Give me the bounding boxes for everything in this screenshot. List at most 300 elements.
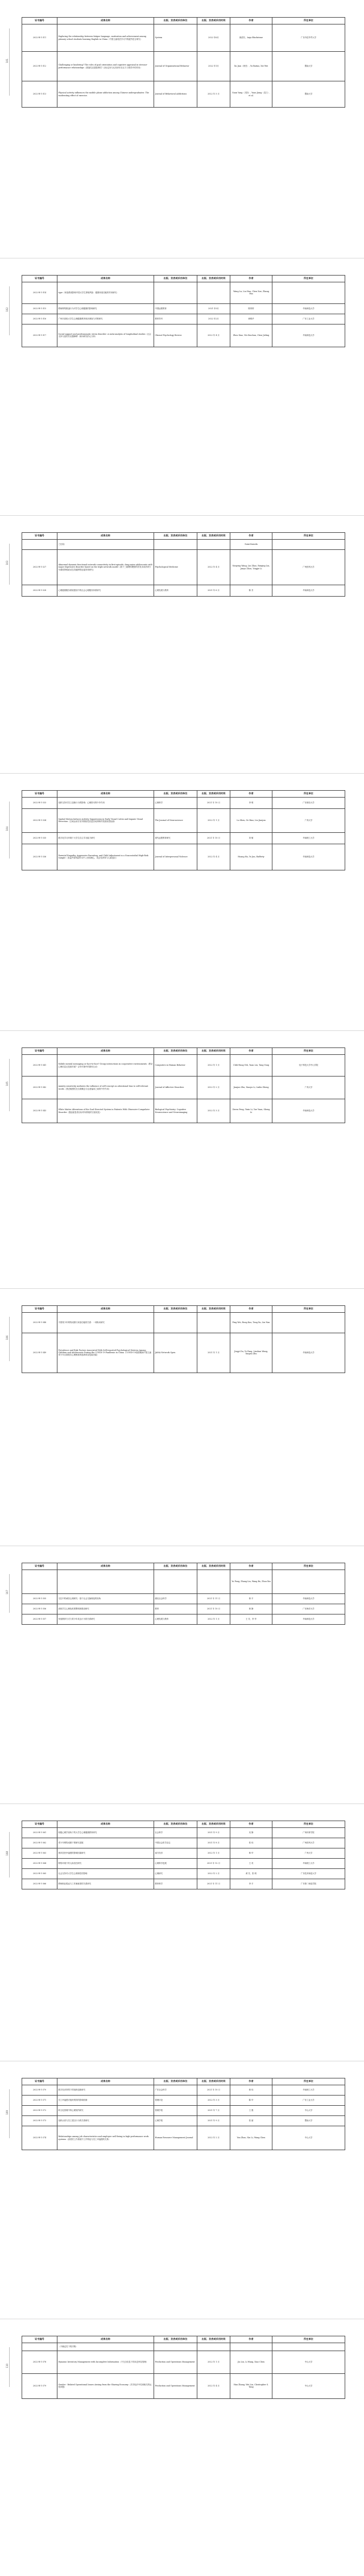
column-header: 出版、发表或采用单位 [154, 2336, 197, 2343]
results-table [22, 790, 345, 870]
publisher-cell: 心理发展与教育 [154, 1614, 197, 1625]
affiliation-cell: 华南理工大学 [272, 1858, 345, 1868]
column-header: 出版、发表或采用单位 [154, 275, 197, 282]
title-cell: Parental Empathy, Aggressive Parenting, and Child Adjustment in a Noncustodial High-Risk Sample（非监护高风险样本中父母同理心、攻击性养育与儿童适应） [57, 844, 154, 870]
date-cell: 2022 年 4 月 [197, 844, 230, 870]
author-cell: Han Zhang, Wei Liu, Christopher S. Tang [230, 2373, 272, 2398]
title-cell: 积极心理学视角下的大学生心理健康教育研究 [57, 1827, 154, 1838]
author-cell: Sumi Kasuda [230, 540, 272, 550]
title-cell: 组织认同与员工建言行为的关系研究 [57, 2116, 154, 2126]
date-cell [197, 282, 230, 303]
date-cell [197, 1312, 230, 1333]
affiliation-cell: 广东工业大学 [272, 2096, 345, 2106]
title-cell: 数字经济背景下的组织创新研究 [57, 2085, 154, 2096]
date-cell: 2021 年9月 [197, 303, 230, 314]
results-table [22, 2078, 345, 2150]
author-cell: Jia Liu, Li Wang, Xiao Chen [230, 2351, 272, 2373]
column-header: 出版、发表或采用单位 [154, 18, 197, 24]
page-number: 102 [6, 307, 9, 312]
date-cell: 2021 年 10 月 [197, 2085, 230, 2096]
title-cell: Dynamic Inventory Management with Incomplete Information（不完全信息下的动态库存管理） [57, 2351, 154, 2373]
author-cell: 黄明华 [230, 314, 272, 324]
author-cell: 林 静 [230, 1604, 272, 1614]
date-cell: 2021 年 10 月 [197, 797, 230, 808]
publisher-cell: Production and Operations Management [154, 2373, 197, 2398]
table-row [22, 324, 345, 347]
column-header: 出版、发表或采用时间 [197, 2336, 230, 2343]
publisher-cell: Journal of Interpersonal Violence [154, 844, 197, 870]
column-header: 出版、发表或采用单位 [154, 533, 197, 540]
page-number: 105 [6, 1082, 9, 1086]
table-row [22, 81, 345, 108]
table-row [22, 1827, 345, 1838]
column-header: 成果名称 [57, 533, 154, 540]
date-cell: 2021 年 12 月 [197, 1858, 230, 1868]
table-row [22, 2085, 345, 2096]
cert-number-cell: 2022-R-1-328 [22, 585, 57, 597]
column-header: 出版、发表或采用时间 [197, 1048, 230, 1055]
affiliation-cell: 广东工业大学 [272, 314, 345, 324]
affiliation-cell: 华南师范大学 [272, 324, 345, 347]
column-header: 所在单位 [272, 1821, 345, 1827]
column-header: 作者 [230, 18, 272, 24]
author-cell: 王 强 [230, 2106, 272, 2116]
column-header: 所在单位 [272, 1563, 345, 1570]
publisher-cell: 社会科学 [154, 1827, 197, 1838]
column-header: 作者 [230, 1563, 272, 1570]
author-cell: Nanying Wang, Lin Zhao, Ruiqing Liu, Junyu Zhou, Yingjie Li [230, 550, 272, 585]
author-cell: 陈 华 [230, 2096, 272, 2106]
affiliation-cell: 华南师范大学 [272, 585, 345, 597]
cert-number-cell: 2022-R-1-363 [22, 1848, 57, 1858]
cert-number-cell: 2022-R-1-366 [22, 1879, 57, 1889]
column-header: 证书编号 [22, 18, 57, 24]
header-row [22, 2078, 345, 2085]
header-row [22, 1821, 345, 1827]
publisher-cell: Psychological Medicine [154, 550, 197, 585]
title-cell: 跨文化管理中的心理契约研究 [57, 2106, 154, 2116]
cert-number-cell: 2022-R-1-371 [22, 2096, 57, 2106]
affiliation-cell: 广东海洋大学 [272, 1604, 345, 1614]
author-cell: 陈 芳 [230, 585, 272, 597]
author-cell: Ziwen Peng, Yixin Li, Yue Yuan, Sheng Li [230, 1099, 272, 1123]
date-cell [197, 1570, 230, 1594]
author-cell: 林 伟 [230, 2085, 272, 2096]
title-cell: 网络环境下的人际信任研究 [57, 1858, 154, 1868]
cert-number-cell: 2022-R-1-373 [22, 2116, 57, 2126]
author-cell: 吴 静 [230, 1827, 272, 1838]
cert-number-cell: 2022-R-1-362 [22, 1838, 57, 1848]
page-number: 104 [6, 826, 9, 831]
date-cell: 2021 年 1 月 [197, 1333, 230, 1373]
cert-number-cell: 2022-R-1-334 [22, 808, 57, 832]
author-cell: 王 英 [230, 1858, 272, 1868]
table-row [22, 1077, 345, 1099]
cert-number-cell: 2022-R-1-336 [22, 844, 57, 870]
title-cell: 中国青少年网络成瘾与家庭功能的关系：一项纵向研究 [57, 1312, 154, 1333]
title-cell: 高校学生心理危机预警机制建设研究 [57, 1604, 154, 1614]
results-table [22, 532, 345, 597]
cert-number-cell: 2022-R-1-341 [22, 1055, 57, 1077]
affiliation-cell: 电子科技大学中山学院 [272, 1055, 345, 1077]
publisher-cell: 教育科学 [154, 1879, 197, 1889]
affiliation-cell [272, 2343, 345, 2351]
author-cell: Jingyi Du, Ye Fang, Linshan Wang, Yanyan Zhu [230, 1333, 272, 1373]
cert-number-cell: 2022-R-1-349 [22, 1333, 57, 1373]
title-cell: 青少年网络成瘾干预研究进展 [57, 1838, 154, 1848]
title-cell: Physical activity influences the mobile phone addiction among Chinese undergraduates: The moderating effect of exercise. [57, 81, 154, 108]
cert-number-cell: 2022-R-1-370 [22, 2085, 57, 2096]
publisher-cell: 中国远程教育 [154, 303, 197, 314]
affiliation-cell: 广州体育学院 [272, 1827, 345, 1838]
date-cell: 2022 年1月 [197, 52, 230, 81]
column-header: 证书编号 [22, 1048, 57, 1055]
header-row [22, 1563, 345, 1570]
cert-number-cell: 2022-R-1-364 [22, 1858, 57, 1868]
affiliation-cell: 广东外语外贸大学 [272, 24, 345, 52]
date-cell: 2022 年 3 月 [197, 2096, 230, 2106]
column-header: 出版、发表或采用时间 [197, 1821, 230, 1827]
table-row [22, 2126, 345, 2150]
publisher-cell: 心理发展与教育 [154, 585, 197, 597]
column-header: 出版、发表或采用时间 [197, 275, 230, 282]
date-cell [197, 540, 230, 550]
affiliation-cell: 中山大学 [272, 2351, 345, 2373]
date-cell: 2022 年 1 月 [197, 2351, 230, 2373]
page-number: 109 [6, 2110, 9, 2115]
column-header: 出版、发表或采用时间 [197, 790, 230, 797]
table-row [22, 1858, 345, 1868]
table-row [22, 550, 345, 585]
title-cell: Anxiety sensitivity mediates the influence of self-concept on attentional bias to self-relevant words（焦虑敏感性在自我概念与注意偏向之间的中介作用） [57, 1077, 154, 1099]
column-header: 成果名称 [57, 1821, 154, 1827]
publisher-cell [154, 2343, 197, 2351]
author-cell: 李 明 [230, 797, 272, 808]
page-divider [0, 1030, 364, 1031]
title-cell: Gender - Related Operational Issues Arising from the Sharing Economy（共享经济中性别相关的运营问题） [57, 2373, 154, 2398]
table-row [22, 1099, 345, 1123]
publisher-cell: Journal of Affective Disorders [154, 1077, 197, 1099]
cert-number-cell: 2022-R-1-314 [22, 282, 57, 303]
cert-number-cell: 2022-R-1-312 [22, 52, 57, 81]
date-cell: 2021 年 11 月 [197, 1594, 230, 1604]
cert-number-cell: 2022-R-1-356 [22, 1604, 57, 1614]
publisher-cell [154, 1312, 197, 1333]
table-row [22, 1055, 345, 1077]
publisher-cell: 现代远程教育研究 [154, 832, 197, 844]
author-cell: Guan Yang（关阳）, Yuan Jiang（袁江）, et al. [230, 81, 272, 108]
publisher-cell: 中国社会医学杂志 [154, 1838, 197, 1848]
affiliation-cell: 华南师范大学 [272, 1614, 345, 1625]
column-header: 证书编号 [22, 790, 57, 797]
publisher-cell: 湖北社会科学 [154, 1594, 197, 1604]
title-cell: Prevalence and Risk Factors Associated With Self-reported Psychological Distress Among Children and Adolescents During the COVID-19 Pandemic in China（COVID-19疫情期间中国儿童青少年自我报告心理困扰的患病率及危险因素） [57, 1333, 154, 1373]
cert-number-cell: 2022-R-1-355 [22, 1594, 57, 1604]
date-cell: 2022 年 4 月 [197, 324, 230, 347]
results-table [22, 275, 345, 347]
column-header: 证书编号 [22, 1821, 57, 1827]
title-cell: 教师职业倦怠与工作满意度的关系研究 [57, 1879, 154, 1889]
publisher-cell: Clinical Psychology Review [154, 324, 197, 347]
results-table [22, 1047, 345, 1123]
title-cell: 广州市高校大学生心理健康教育现状调查与对策研究 [57, 314, 154, 324]
title-cell [57, 1570, 154, 1594]
affiliation-cell: 华南师范大学 [272, 1099, 345, 1123]
cert-number-cell: 2022-R-1-361 [22, 1827, 57, 1838]
date-cell: 2021 年 9 月 [197, 1827, 230, 1838]
results-table [22, 1305, 345, 1373]
cert-number-cell: 2022-R-1-374 [22, 2126, 57, 2150]
publisher-cell: Biological Psychiatry: Cognitive Neuroscience and Neuroimaging [154, 1099, 197, 1123]
column-header: 所在单位 [272, 790, 345, 797]
title-cell: 数字化学习环境下大学生自主学习能力研究 [57, 832, 154, 844]
publisher-cell: 教育导刊 [154, 314, 197, 324]
author-cell: 张 丽 [230, 2116, 272, 2126]
affiliation-cell: 华南师范大学 [272, 844, 345, 870]
date-cell: 2022 年 2 月 [197, 1868, 230, 1879]
author-cell: Wang Lu, Liu Hua, Chen Xue, Zhang Fan [230, 282, 272, 303]
title-cell: （不确定性下的决策） [57, 2343, 154, 2351]
column-header: 证书编号 [22, 533, 57, 540]
title-cell: Exploring the relationship between fatigue language, motivation and achievement among primary school students learning English in China（中国儿童英语学习中的疲劳语言研究） [57, 24, 154, 52]
table-row [22, 2351, 345, 2373]
cert-number-cell: 2022-R-1-378 [22, 2351, 57, 2373]
author-cell: Yu Fang, Zhang Lin, Wang Bo, Zhou Xin [230, 1570, 272, 1594]
publisher-cell: 心理科学进展 [154, 1858, 197, 1868]
publisher-cell [154, 540, 197, 550]
column-header: 作者 [230, 790, 272, 797]
affiliation-cell [272, 282, 345, 303]
column-header: 成果名称 [57, 790, 154, 797]
header-row [22, 275, 345, 282]
author-cell: 张 伟 [230, 1838, 272, 1848]
publisher-cell: Journal of Organizational Behavior [154, 52, 197, 81]
table-row [22, 1848, 345, 1858]
title-cell: 社会支持对大学生心理韧性的影响 [57, 1868, 154, 1879]
publisher-cell: Human Resource Management Journal [154, 2126, 197, 2150]
cert-number-cell: 2022-R-1-313 [22, 81, 57, 108]
affiliation-cell: 广州医科大学 [272, 550, 345, 585]
cert-number-cell: 2022-R-1-343 [22, 1099, 57, 1123]
date-cell: 2022 年 1 月 [197, 808, 230, 832]
affiliation-cell: 广州大学 [272, 808, 345, 832]
cert-number-cell: 2022-R-1-327 [22, 550, 57, 585]
header-row [22, 1048, 345, 1055]
page-number: 107 [6, 1590, 9, 1595]
affiliation-cell: 广东第二师范学院 [272, 1879, 345, 1889]
column-header: 成果名称 [57, 1305, 154, 1312]
column-header: 所在单位 [272, 533, 345, 540]
affiliation-cell [272, 1312, 345, 1333]
title-cell: 员工幸福感对组织绩效的影响机制 [57, 2096, 154, 2106]
table-row [22, 1604, 345, 1614]
date-cell: 2022 年 1 月 [197, 1848, 230, 1858]
column-header: 出版、发表或采用单位 [154, 1305, 197, 1312]
cert-number-cell: 2022-R-1-311 [22, 24, 57, 52]
column-header: 成果名称 [57, 2078, 154, 2085]
affiliation-cell: 暨南大学 [272, 52, 345, 81]
column-header: 成果名称 [57, 1048, 154, 1055]
affiliation-cell: 华南理工大学 [272, 2085, 345, 2096]
author-cell: 林 华 [230, 1848, 272, 1858]
table-row [22, 2116, 345, 2126]
date-cell: 2022 年6月 [197, 24, 230, 52]
title-cell: 家庭教养方式与青少年攻击行为的关系研究 [57, 1614, 154, 1625]
title-cell: Challenging or hindering? The roles of goal orientation and cognitive appraisal in stressor-performance relationships（挑战性还是阻碍性？目标定向与认知评价在压力与绩效中的作用） [57, 52, 154, 81]
cert-number-cell: 2022-R-1-357 [22, 1614, 57, 1625]
page-number: 110 [6, 2363, 9, 2368]
date-cell [197, 2343, 230, 2351]
column-header: 证书编号 [22, 1305, 57, 1312]
publisher-cell: The Journal of Neuroscience [154, 808, 197, 832]
date-cell: 2022 年 2 月 [197, 2126, 230, 2150]
affiliation-cell: 中山大学 [272, 2126, 345, 2150]
affiliation-cell [272, 540, 345, 550]
publisher-cell: 管理学报 [154, 2106, 197, 2116]
title-cell: Relationships among job characteristics and employee well-being in high-performance work systems（高绩效工作系统中工作特征与员工幸福感的关系） [57, 2126, 154, 2150]
table-row [22, 2106, 345, 2116]
column-header: 出版、发表或采用单位 [154, 1048, 197, 1055]
table-row [22, 1312, 345, 1333]
author-cell [230, 2343, 272, 2351]
page-number: 103 [6, 561, 9, 565]
author-cell: 陈菲婷 [230, 303, 272, 314]
author-cell: 刘 敏 [230, 832, 272, 844]
date-cell: 2021 年 10 月 [197, 832, 230, 844]
affiliation-cell: 华南师范大学 [272, 1333, 345, 1373]
affiliation-cell: 中山大学 [272, 2106, 345, 2116]
publisher-cell: System [154, 24, 197, 52]
table-row [22, 1614, 345, 1625]
date-cell: 2022 年 3 月 [197, 1099, 230, 1123]
date-cell: 2022 年 5 月 [197, 81, 230, 108]
date-cell: 2022 年 1 月 [197, 1614, 230, 1625]
results-table [22, 2336, 345, 2399]
results-table [22, 17, 345, 108]
title-cell: 心理健康服务系统建设中的社会心理服务体系研究 [57, 585, 154, 597]
table-row [22, 24, 345, 52]
date-cell: 2022 年 2 月 [197, 1077, 230, 1099]
date-cell: 2021 年 11 月 [197, 1879, 230, 1889]
publisher-cell: 管理评论 [154, 2096, 197, 2106]
column-header: 作者 [230, 2078, 272, 2085]
table-row [22, 832, 345, 844]
column-header: 证书编号 [22, 1563, 57, 1570]
affiliation-cell: 广东技术师范大学 [272, 1868, 345, 1879]
date-cell: 2022 年 4 月 [197, 2373, 230, 2398]
page-divider [0, 1288, 364, 1289]
title-cell: 教师网络欺凌行为对学生心理健康的影响研究 [57, 303, 154, 314]
affiliation-cell: 广州大学 [272, 1848, 345, 1858]
page-number: 106 [6, 1335, 9, 1340]
page-divider [0, 515, 364, 516]
date-cell: 2021 年 8 月 [197, 1838, 230, 1848]
cert-number-cell: 2022-R-1-315 [22, 303, 57, 314]
publisher-cell: Journal of Behavioral Addictions [154, 81, 197, 108]
page-divider [0, 1803, 364, 1804]
column-header: 所在单位 [272, 275, 345, 282]
table-row [22, 844, 345, 870]
column-header: 所在单位 [272, 1048, 345, 1055]
publisher-cell: 广东社会科学 [154, 2085, 197, 2096]
cert-number-cell [22, 1570, 57, 1594]
column-header: 所在单位 [272, 1305, 345, 1312]
title-cell: Spatial Motion Induces Activity Suppression in Early Visual Cortex and Impairs Visual Detection（空间运动引发早期视觉皮层活动抑制并损害视觉检测） [57, 808, 154, 832]
date-cell: 2022 年 1 月 [197, 1055, 230, 1077]
publisher-cell [154, 282, 197, 303]
author-cell: 王 芳，李 华 [230, 1614, 272, 1625]
date-cell: 2021 年 9 月 [197, 2116, 230, 2126]
publisher-cell: JAMA Network Open [154, 1333, 197, 1373]
date-cell: 2022 年 4 月 [197, 550, 230, 585]
column-header: 作者 [230, 1305, 272, 1312]
author-cell: 薛清芬，Anja Blackstone [230, 24, 272, 52]
cert-number-cell [22, 540, 57, 550]
column-header: 作者 [230, 1048, 272, 1055]
cert-number-cell: 2022-R-1-342 [22, 1077, 57, 1099]
author-cell: 李 平 [230, 1879, 272, 1889]
affiliation-cell: 暨南大学 [272, 81, 345, 108]
title-cell: type（家庭系统影响中国大学生抑郁风险：健康家庭功能的作用研究） [57, 282, 154, 303]
publisher-cell: Computers in Human Behavior [154, 1055, 197, 1077]
table-row [22, 2343, 345, 2351]
page-number: 108 [6, 1851, 9, 1856]
column-header: 所在单位 [272, 18, 345, 24]
results-table [22, 1563, 345, 1625]
publisher-cell: 心理研究 [154, 1868, 197, 1879]
author-cell: 黄 芳，张 明 [230, 1868, 272, 1879]
cert-number-cell: 2022-R-1-372 [22, 2106, 57, 2116]
date-cell: 2021 年 10 月 [197, 1604, 230, 1614]
affiliation-cell: 华南师范大学 [272, 1594, 345, 1604]
column-header: 出版、发表或采用单位 [154, 790, 197, 797]
column-header: 成果名称 [57, 18, 154, 24]
cert-number-cell: 2022-R-1-348 [22, 1312, 57, 1333]
author-cell: Chih-Hung Yeh, Yuan Liu, Tang Yong [230, 1055, 272, 1077]
date-cell: 2022 年2月 [197, 314, 230, 324]
table-row [22, 1838, 345, 1848]
table-row [22, 2096, 345, 2106]
table-row [22, 1594, 345, 1604]
column-header: 出版、发表或采用单位 [154, 1821, 197, 1827]
publisher-cell [154, 1570, 197, 1594]
table-row [22, 1879, 345, 1889]
header-row [22, 790, 345, 797]
table-row [22, 314, 345, 324]
table-row [22, 303, 345, 314]
author-cell: Yan Zhao, Xiu Li, Wang Chen [230, 2126, 272, 2150]
table-row [22, 52, 345, 81]
table-row [22, 797, 345, 808]
title-cell: Abnormal dynamic functional network connectivity in first-episode, drug-naive adolescents with major depressive disorder based on the triple network model（基于三重网络模型的首发未用药青少年重度抑郁症动态功能网络连接异常研究） [57, 550, 154, 585]
cert-number-cell: 2022-R-1-335 [22, 832, 57, 844]
cert-number-cell: 2022-R-1-333 [22, 797, 57, 808]
title-cell: 城市居民幸福感的影响因素研究 [57, 1848, 154, 1858]
title-cell: 之比较） [57, 540, 154, 550]
table-row [22, 1570, 345, 1594]
title-cell: Mobile mental messaging or face-to-face? Group interactions in cooperative environments（移动心理信息还是面对面？合作环境中的群体互动） [57, 1055, 154, 1077]
publisher-cell: 南方经济 [154, 1848, 197, 1858]
column-header: 证书编号 [22, 2336, 57, 2343]
cert-number-cell: 2022-R-1-316 [22, 314, 57, 324]
title-cell: White Matter Alterations of the Goal-Directed System in Patients With Obsessive-Compulsive Disorder（强迫症患者目标导向系统的白质改变） [57, 1099, 154, 1123]
publisher-cell: Production and Operations Management [154, 2351, 197, 2373]
date-cell: 2021 年 7 月 [197, 2106, 230, 2116]
header-row [22, 533, 345, 540]
header-row [22, 1305, 345, 1312]
publisher-cell: 心理学报 [154, 2116, 197, 2126]
column-header: 出版、发表或采用时间 [197, 18, 230, 24]
